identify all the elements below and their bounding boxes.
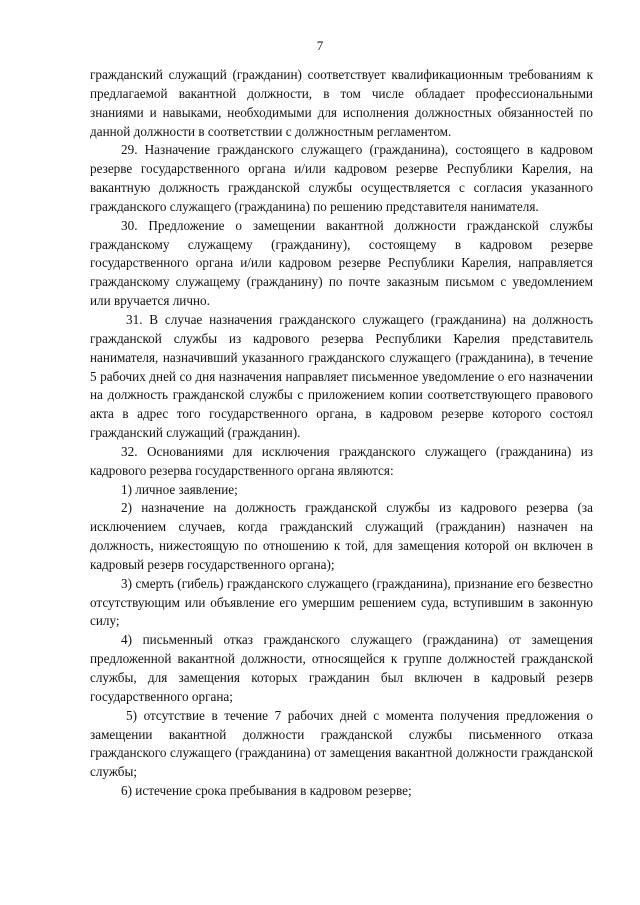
- list-item-2: 2) назначение на должность гражданской службы из кадрового резерва (за исключением случаев, когда гражданский служащий (гражданин) назначен на должность, нижестоящую по отношению к той, для замещения которой он включен в кадровый резерв государственного органа);: [90, 500, 593, 572]
- list-item-6: 6) истечение срока пребывания в кадровом резерве;: [121, 783, 412, 799]
- page-number: 7: [316, 38, 324, 53]
- list-item-5: 5) отсутствие в течение 7 рабочих дней с момента получения предложения о замещении вакантной должности гражданской службы письменного отказа гражданского служащего (гражданина) от замещения вакантной должности гражданской службы;: [90, 707, 593, 780]
- paragraph-29: 29. Назначение гражданского служащего (гражданина), состоящего в кадровом резерве государственного органа и/или кадровом резерве Республики Карелия, на вакантную должность гражданской службы осуществляется с согласия указанного гражданского служащего (гражданина) по решению представителя нанимателя.: [90, 142, 593, 214]
- paragraph-31: 31. В случае назначения гражданского служащего (гражданина) на должность гражданской службы из кадрового резерва Республики Карелия представитель нанимателя, назначивший указанного гражданского служащего (гражданина), в течение 5 рабочих дней со дня назначения направляет письменное уведомление о его назначении на должность гражданской службы с приложением копии соответствующего правового акта в адрес того государственного органа, в кадровом резерве которого состоял гражданский служащий (гражданин).: [90, 311, 593, 441]
- paragraph-30: 30. Предложение о замещении вакантной должности гражданской службы гражданскому служащему (гражданину), состоящему в кадровом резерве государственного органа и/или кадровом резерве Республики Карелия, направляется гражданскому служащему (гражданину) по почте заказным письмом с уведомлением или вручается лично.: [90, 217, 593, 309]
- paragraph-32: 32. Основаниями для исключения гражданского служащего (гражданина) из кадрового резерва государственного органа являются:: [90, 443, 593, 478]
- list-item-1: 1) личное заявление;: [121, 481, 238, 497]
- list-item-4: 4) письменный отказ гражданского служащего (гражданина) от замещения предложенной вакантной должности, относящейся к группе должностей гражданской службы, для замещения которых гражданин был включен в кадровый резерв государственного органа;: [90, 632, 593, 704]
- list-item-3: 3) смерть (гибель) гражданского служащего (гражданина), признание его безвестно отсутствующим или объявление его умершим решением суда, вступившим в законную силу;: [90, 575, 593, 629]
- paragraph-continuation: гражданский служащий (гражданин) соответствует квалификационным требованиям к предлагаемой вакантной должности, в том числе обладает профессиональными знаниями и навыками, необходимыми для исполнения должностных обязанностей по данной должности в соответствии с должностным регламентом.: [90, 67, 593, 139]
- document-body: [90, 66, 593, 801]
